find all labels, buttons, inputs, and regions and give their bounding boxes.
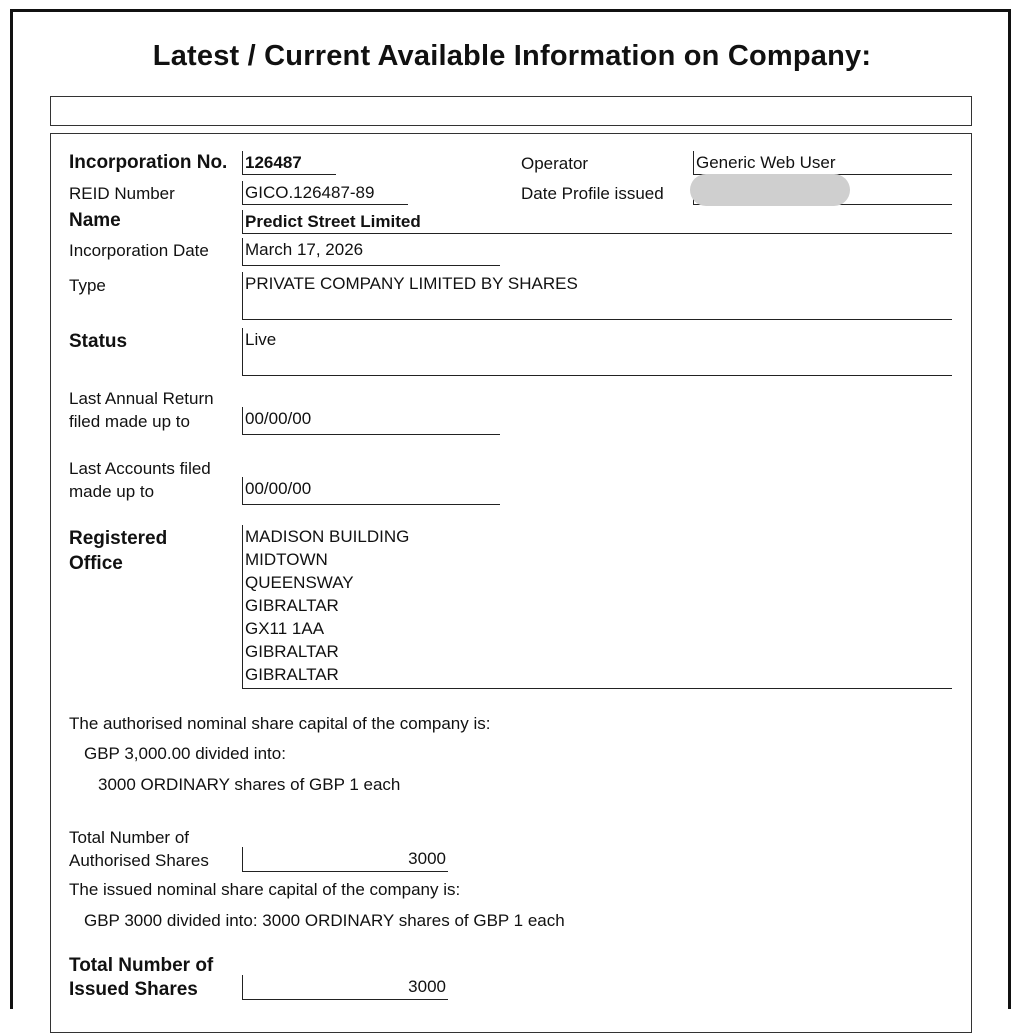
- incorporation-date-value: March 17, 2026: [242, 238, 500, 266]
- incorporation-no-label: Incorporation No.: [69, 152, 228, 173]
- operator-value: Generic Web User: [693, 151, 952, 175]
- incorporation-no-value: 126487: [242, 151, 336, 175]
- redaction-blur: [690, 174, 850, 206]
- address-line: MADISON BUILDING: [245, 527, 410, 546]
- issued-capital-intro: The issued nominal share capital of the company is:: [69, 880, 461, 899]
- reid-number-value: GICO.126487-89: [242, 181, 408, 205]
- authorised-capital-intro: The authorised nominal share capital of the company is:: [69, 714, 491, 733]
- total-issued-value: 3000: [242, 975, 448, 1000]
- address-line: MIDTOWN: [245, 550, 328, 569]
- total-issued-label-line1: Total Number of: [69, 955, 214, 976]
- total-authorised-value: 3000: [242, 847, 448, 872]
- registered-office-address: [242, 525, 952, 689]
- page-title: Latest / Current Available Information on Company:: [152, 40, 872, 72]
- operator-label: Operator: [521, 154, 589, 173]
- registered-office-label-line2: Office: [69, 553, 123, 574]
- last-accounts-value: 00/00/00: [242, 477, 500, 505]
- last-annual-return-label-line1: Last Annual Return: [69, 389, 214, 408]
- address-line: GX11 1AA: [245, 619, 325, 638]
- total-authorised-label-line2: Authorised Shares: [69, 851, 209, 870]
- last-accounts-label-line2: made up to: [69, 482, 155, 501]
- last-accounts-label-line1: Last Accounts filed: [69, 459, 211, 478]
- authorised-capital-shares: 3000 ORDINARY shares of GBP 1 each: [98, 775, 401, 794]
- name-value: Predict Street Limited: [242, 210, 952, 234]
- address-line: QUEENSWAY: [245, 573, 354, 592]
- total-issued-label-line2: Issued Shares: [69, 979, 198, 1000]
- last-annual-return-label-line2: filed made up to: [69, 412, 190, 431]
- issued-capital-detail: GBP 3000 divided into: 3000 ORDINARY shares of GBP 1 each: [84, 911, 565, 930]
- type-value: PRIVATE COMPANY LIMITED BY SHARES: [242, 272, 952, 320]
- last-annual-return-value: 00/00/00: [242, 407, 500, 435]
- authorised-capital-amount: GBP 3,000.00 divided into:: [84, 744, 286, 763]
- status-value: Live: [242, 328, 952, 376]
- date-profile-issued-label: Date Profile issued: [521, 184, 664, 203]
- type-label: Type: [69, 276, 106, 295]
- address-line: GIBRALTAR: [245, 665, 339, 684]
- reid-number-label: REID Number: [69, 184, 175, 203]
- incorporation-date-label: Incorporation Date: [69, 241, 209, 260]
- status-label: Status: [69, 331, 128, 352]
- registered-office-label-line1: Registered: [69, 528, 168, 549]
- empty-info-box: [50, 96, 972, 126]
- address-line: GIBRALTAR: [245, 596, 339, 615]
- total-authorised-label-line1: Total Number of: [69, 828, 189, 847]
- address-line: GIBRALTAR: [245, 642, 339, 661]
- name-label: Name: [69, 210, 121, 231]
